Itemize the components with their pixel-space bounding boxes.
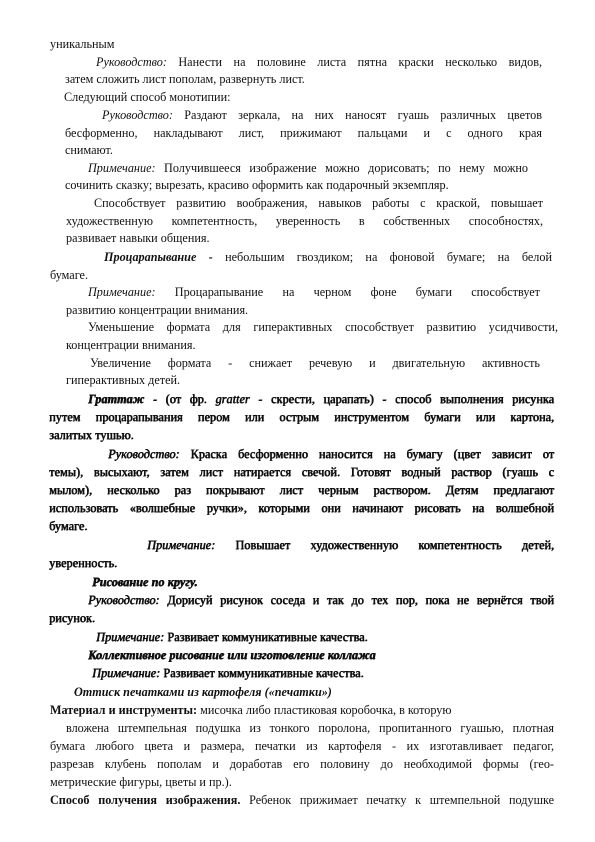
text-line: вложена штемпельная подушка из тонкого поролона, пропитанного гуашью, плотная xyxy=(66,721,554,735)
text-line: сочинить сказку; вырезать, красиво оформить как подарочный экземпляр. xyxy=(65,178,449,192)
text-line: метрические фигуры, цветы и пр.). xyxy=(50,775,232,789)
text-line: бесформенно, накладывают лист, прижимают пальцами и с одного края xyxy=(65,126,542,140)
materials-paragraph: Материал и инструменты: мисочка либо пластиковая коробочка, в которую xyxy=(50,703,452,717)
note-label: Примечание: xyxy=(88,285,156,299)
method-label: Способ получения изображения. xyxy=(50,793,241,807)
text-line: путем процарапывания пером или острым инструментом бумаги или картона, xyxy=(49,410,554,424)
note-paragraph: Примечание: Повышает художественную компетентность детей, xyxy=(147,538,554,552)
text-line: использовать «волшебные ручки», которыми они начинают рисовать на волшебной xyxy=(49,501,554,515)
section-title: Оттиск печатками из картофеля («печатки») xyxy=(74,685,332,699)
technique-paragraph: Граттаж - (от фр. gratter - скрести, царапать) - способ выполнения рисунка xyxy=(88,392,555,406)
guide-paragraph: Руководство: Раздают зеркала, на них наносят гуашь различных цветов xyxy=(102,108,542,122)
text-line: мылом), несколько раз покрывают лист черным раствором. Детям предлагают xyxy=(49,483,554,497)
note-label: Примечание: xyxy=(92,666,161,680)
text-line: развивает навыки общения. xyxy=(66,231,210,245)
text-line: уверенность. xyxy=(49,556,118,570)
text-line: концентрации внимания. xyxy=(66,338,196,352)
guide-label: Руководство: xyxy=(108,447,180,461)
guide-label: Руководство: xyxy=(88,593,160,607)
note-paragraph: Примечание: Получившееся изображение можно дорисовать; по нему можно xyxy=(88,161,528,175)
text-line: уникальным xyxy=(50,37,115,51)
note-paragraph: Примечание: Процарапывание на черном фоне бумаги способствует xyxy=(88,285,540,299)
text-line: развитию концентрации внимания. xyxy=(66,303,249,317)
text-line: рисунок. xyxy=(49,611,95,625)
note-label: Примечание: xyxy=(147,538,216,552)
text-line: Уменьшение формата для гиперактивных способствует развитию усидчивости, xyxy=(88,320,558,334)
guide-paragraph: Руководство: Краска бесформенно наносится на бумагу (цвет зависит от xyxy=(108,447,554,461)
text-line: разрезав клубень пополам и доработав его половину до необходимой формы (гео- xyxy=(50,757,554,771)
note-label: Примечание: xyxy=(88,161,156,175)
text-line: бумаге. xyxy=(50,268,89,282)
text-line: Следующий способ монотипии: xyxy=(64,90,231,104)
technique-paragraph: Процарапывание - небольшим гвоздиком; на фоновой бумаге; на белой xyxy=(104,250,552,264)
guide-paragraph: Руководство: Нанести на половине листа пятна краски несколько видов, xyxy=(96,55,542,69)
text-line: художественную компетентность, уверенность в собственных способностях, xyxy=(66,214,543,228)
text-line: затем сложить лист пополам, развернуть лист. xyxy=(65,72,305,86)
text-line: снимают. xyxy=(65,143,113,157)
note-paragraph: Примечание: Развивает коммуникативные качества. xyxy=(92,666,364,680)
note-label: Примечание: xyxy=(96,630,165,644)
text-line: залитых тушью. xyxy=(49,428,134,442)
text-line: гиперактивных детей. xyxy=(66,373,181,387)
text-line: Увеличение формата - снижает речевую и двигательную активность xyxy=(90,356,540,370)
section-title: Рисование по кругу. xyxy=(92,575,198,589)
guide-label: Руководство: xyxy=(102,108,173,122)
guide-label: Руководство: xyxy=(96,55,167,69)
technique-label: Граттаж xyxy=(88,392,145,406)
technique-label: Процарапывание - xyxy=(104,250,213,264)
text-line: темы), высыхают, затем лист натирается свечой. Готовят водный раствор (гуашь с xyxy=(49,465,554,479)
text-line: бумага любого цвета и размера, печатки из картофеля - их изготавливает педагог, xyxy=(50,739,554,753)
text-line: бумаге. xyxy=(49,519,88,533)
note-paragraph: Примечание: Развивает коммуникативные качества. xyxy=(96,630,368,644)
materials-label: Материал и инструменты: xyxy=(50,703,198,717)
guide-paragraph: Руководство: Дорисуй рисунок соседа и так до тех пор, пока не вернётся твой xyxy=(88,593,554,607)
method-paragraph: Способ получения изображения. Ребенок прижимает печатку к штемпельной подушке xyxy=(50,793,554,807)
section-title: Коллективное рисование или изготовление коллажа xyxy=(88,648,376,662)
text-line: Способствует развитию воображения, навыков работы с краской, повышает xyxy=(94,196,543,210)
